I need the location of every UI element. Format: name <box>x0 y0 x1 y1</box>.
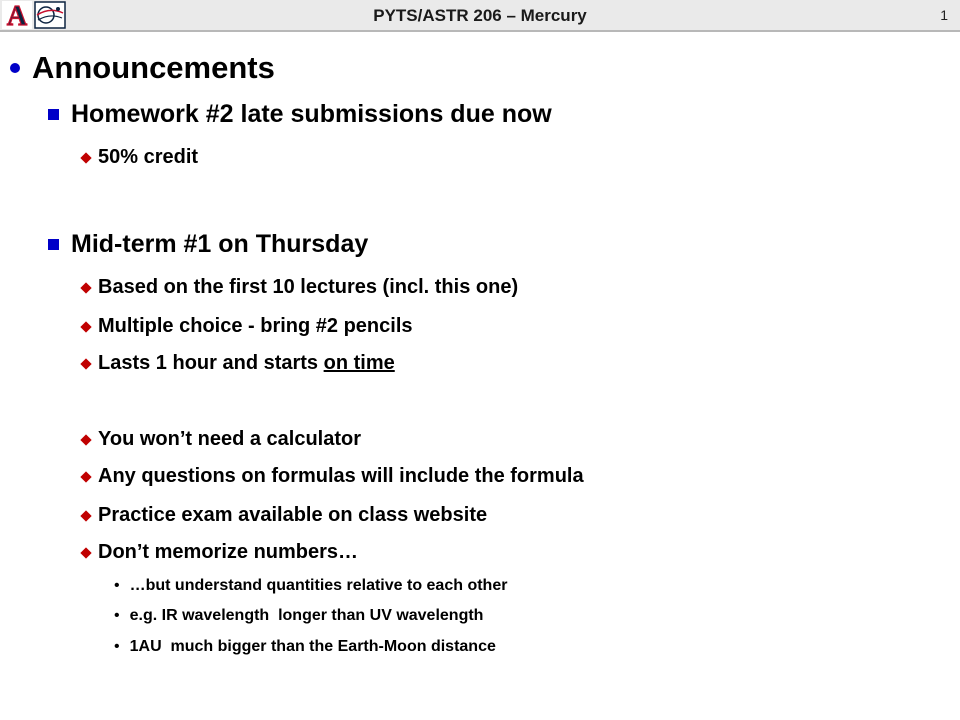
sub-list-item <box>114 607 483 625</box>
underlined-emphasis: on time <box>323 352 395 374</box>
list-item <box>80 428 361 451</box>
list-item <box>80 315 413 338</box>
list-item <box>80 504 487 527</box>
list-item-text: Based on the first 10 lectures (incl. this one) <box>98 276 519 298</box>
sub-list-item <box>114 638 496 656</box>
square-bullet-icon <box>48 239 59 250</box>
section-midterm <box>48 230 368 259</box>
slide-heading: Announcements <box>32 50 275 85</box>
section-homework <box>48 100 552 129</box>
list-item-text: Practice exam available on class website <box>98 504 488 526</box>
list-item <box>80 465 584 488</box>
list-item-text: Don’t memorize numbers… <box>98 541 359 563</box>
sub-list-item-text: e.g. IR wavelength longer than UV wavelength <box>129 607 484 624</box>
diamond-bullet-icon <box>80 510 91 521</box>
sub-list-item-text: …but understand quantities relative to each other <box>129 577 508 594</box>
diamond-bullet-icon <box>80 547 91 558</box>
dot-bullet-icon: • <box>114 577 120 594</box>
circle-bullet-icon <box>10 63 20 73</box>
slide-number: 1 <box>940 7 948 23</box>
diamond-bullet-icon <box>80 434 91 445</box>
list-item-text: Lasts 1 hour and starts <box>98 352 324 374</box>
list-item-text: You won’t need a calculator <box>98 428 362 450</box>
diamond-bullet-icon <box>80 358 91 369</box>
list-item-text: 50% credit <box>98 146 199 168</box>
diamond-bullet-icon <box>80 321 91 332</box>
section-title-homework: Homework #2 late submissions due now <box>71 100 552 128</box>
section-title-midterm: Mid-term #1 on Thursday <box>71 230 369 258</box>
diamond-bullet-icon <box>80 282 91 293</box>
dot-bullet-icon: • <box>114 607 120 624</box>
square-bullet-icon <box>48 109 59 120</box>
list-item <box>80 541 358 564</box>
list-item-text: Any questions on formulas will include the formula <box>98 465 584 487</box>
diamond-bullet-icon <box>80 471 91 482</box>
list-item-text: Multiple choice - bring #2 pencils <box>98 315 413 337</box>
sub-list-item <box>114 577 507 595</box>
svg-text:A: A <box>6 1 28 29</box>
dot-bullet-icon: • <box>114 638 120 655</box>
list-item <box>80 352 395 375</box>
list-item <box>80 276 518 299</box>
sub-list-item-text: 1AU much bigger than the Earth-Moon distance <box>129 638 496 655</box>
heading-row <box>10 50 275 86</box>
list-item <box>80 146 198 169</box>
course-title: PYTS/ASTR 206 – Mercury <box>373 6 587 25</box>
diamond-bullet-icon <box>80 152 91 163</box>
